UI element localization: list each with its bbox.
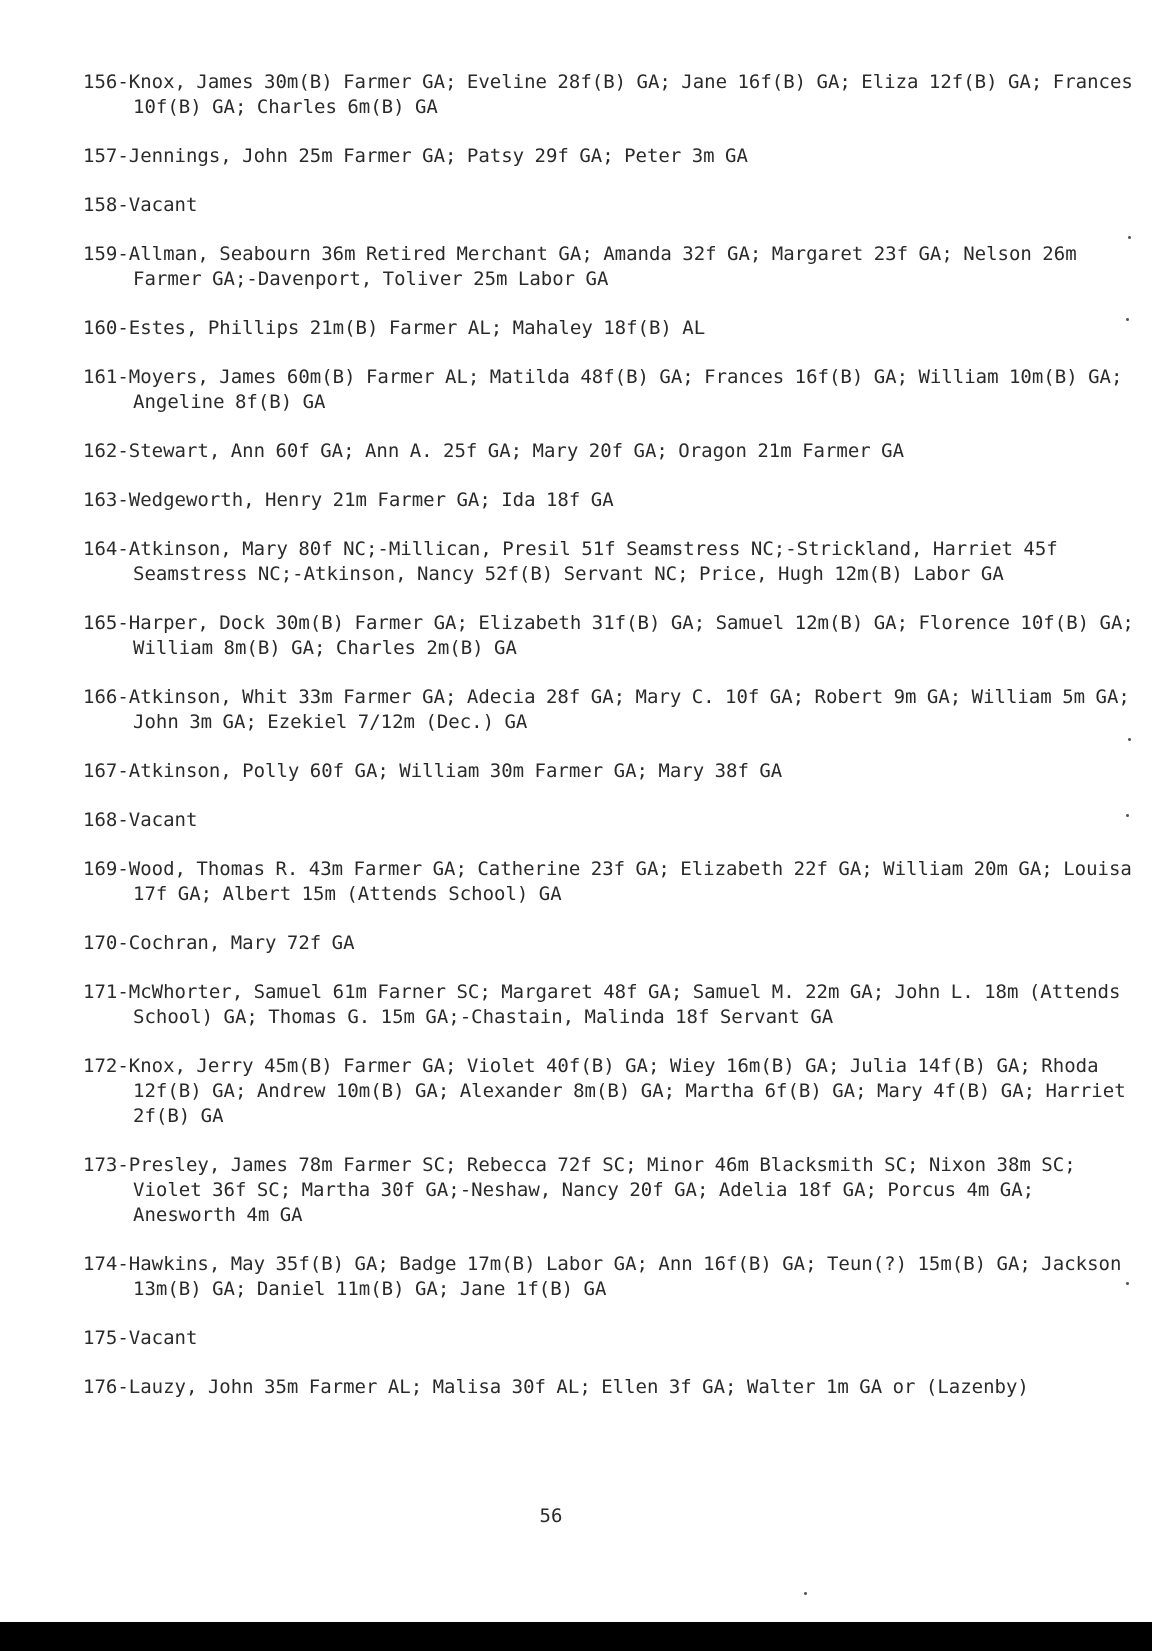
scan-speck bbox=[1126, 1282, 1129, 1285]
census-entry-172: 172-Knox, Jerry 45m(B) Farmer GA; Violet 40f(B) GA; Wiey 16m(B) GA; Julia 14f(B) GA; Rhoda 12f(B) GA; Andrew 10m(B) GA; Alexander 8m(B) GA; Martha 6f(B) GA; Mary 4f(B) GA; Harriet 2f(B) GA bbox=[83, 1055, 1126, 1127]
census-entry-166: 166-Atkinson, Whit 33m Farmer GA; Adecia 28f GA; Mary C. 10f GA; Robert 9m GA; William 5m GA; John 3m GA; Ezekiel 7/12m (Dec.) GA bbox=[83, 686, 1130, 733]
census-entry-175: 175-Vacant bbox=[83, 1327, 198, 1349]
census-entry-165: 165-Harper, Dock 30m(B) Farmer GA; Elizabeth 31f(B) GA; Samuel 12m(B) GA; Florence 10f(B) GA; William 8m(B) GA; Charles 2m(B) GA bbox=[83, 612, 1134, 659]
scan-speck bbox=[1128, 236, 1131, 239]
census-entry-173: 173-Presley, James 78m Farmer SC; Rebecca 72f SC; Minor 46m Blacksmith SC; Nixon 38m SC; Violet 36f SC; Martha 30f GA;-Neshaw, Nancy 20f GA; Adelia 18f GA; Porcus 4m GA; Anesworth 4m GA bbox=[83, 1154, 1076, 1226]
scan-bottom-edge bbox=[0, 1622, 1152, 1651]
census-entry-161: 161-Moyers, James 60m(B) Farmer AL; Matilda 48f(B) GA; Frances 16f(B) GA; William 10m(B) GA; Angeline 8f(B) GA bbox=[83, 366, 1123, 413]
census-entry-167: 167-Atkinson, Polly 60f GA; William 30m Farmer GA; Mary 38f GA bbox=[83, 760, 783, 782]
census-entry-158: 158-Vacant bbox=[83, 194, 198, 216]
census-entry-162: 162-Stewart, Ann 60f GA; Ann A. 25f GA; Mary 20f GA; Oragon 21m Farmer GA bbox=[83, 440, 905, 462]
census-entry-171: 171-McWhorter, Samuel 61m Farner SC; Margaret 48f GA; Samuel M. 22m GA; John L. 18m (Attends School) GA; Thomas G. 15m GA;-Chastain, Malinda 18f Servant GA bbox=[83, 981, 1121, 1028]
census-entry-168: 168-Vacant bbox=[83, 809, 198, 831]
census-entry-159: 159-Allman, Seabourn 36m Retired Merchant GA; Amanda 32f GA; Margaret 23f GA; Nelson 26m Farmer GA;-Davenport, Toliver 25m Labor GA bbox=[83, 243, 1077, 290]
census-entry-164: 164-Atkinson, Mary 80f NC;-Millican, Presil 51f Seamstress NC;-Strickland, Harriet 45f Seamstress NC;-Atkinson, Nancy 52f(B) Servant NC; Price, Hugh 12m(B) Labor GA bbox=[83, 538, 1058, 585]
census-entry-174: 174-Hawkins, May 35f(B) GA; Badge 17m(B) Labor GA; Ann 16f(B) GA; Teun(?) 15m(B) GA; Jackson 13m(B) GA; Daniel 11m(B) GA; Jane 1f(B) GA bbox=[83, 1253, 1122, 1300]
census-entry-160: 160-Estes, Phillips 21m(B) Farmer AL; Mahaley 18f(B) AL bbox=[83, 317, 706, 339]
census-entry-157: 157-Jennings, John 25m Farmer GA; Patsy 29f GA; Peter 3m GA bbox=[83, 145, 748, 167]
census-entry-156: 156-Knox, James 30m(B) Farmer GA; Eveline 28f(B) GA; Jane 16f(B) GA; Eliza 12f(B) GA; Frances 10f(B) GA; Charles 6m(B) GA bbox=[83, 71, 1133, 118]
scan-speck bbox=[1128, 738, 1131, 741]
census-entry-169: 169-Wood, Thomas R. 43m Farmer GA; Catherine 23f GA; Elizabeth 22f GA; William 20m GA; Louisa 17f GA; Albert 15m (Attends School) GA bbox=[83, 858, 1132, 905]
page-number: 56 bbox=[539, 1505, 563, 1527]
scan-speck bbox=[804, 1592, 807, 1595]
scan-speck bbox=[1126, 814, 1129, 817]
census-entry-list bbox=[83, 70, 1143, 1424]
census-entry-170: 170-Cochran, Mary 72f GA bbox=[83, 932, 355, 954]
census-entry-176: 176-Lauzy, John 35m Farmer AL; Malisa 30f AL; Ellen 3f GA; Walter 1m GA or (Lazenby) bbox=[83, 1376, 1029, 1398]
scan-speck bbox=[1126, 318, 1129, 321]
census-entry-163: 163-Wedgeworth, Henry 21m Farmer GA; Ida 18f GA bbox=[83, 489, 614, 511]
